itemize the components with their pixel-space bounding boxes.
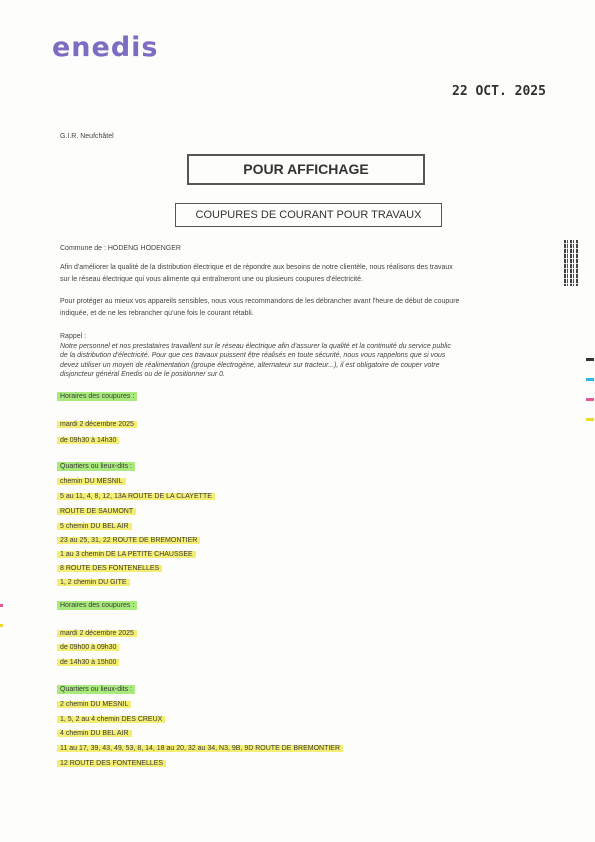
- place-item: 1, 2 chemin DU GITE: [57, 579, 130, 586]
- rappel-line: Notre personnel et nos prestataires travaillent sur le réseau électrique afin d'assurer la qualité et la continuité du service public: [60, 342, 451, 350]
- rappel-line: de la distribution d'électricité. Pour que ces travaux puissent être réalisés en toute sécurité, nous vous rappelons que si vous: [60, 352, 446, 359]
- sender-label: G.I.R. Neufchâtel: [60, 133, 114, 140]
- place-item: chemin DU MESNIL: [57, 478, 126, 485]
- rappel-line: disjoncteur général Enedis ou de le positionner sur 0.: [60, 371, 225, 378]
- advice-line: indiquée, et de ne les rebrancher qu'une fois le courant rétabli.: [60, 310, 254, 317]
- cut-time: de 09h30 à 14h30: [57, 437, 119, 444]
- rappel-paragraph: [60, 332, 520, 380]
- place-item: 1, 5, 2 au 4 chemin DES CREUX: [57, 716, 165, 723]
- place-item: 11 au 17, 39, 43, 49, 53, 8, 14, 18 au 20, 32 au 34, N3, 9B, 9D ROUTE DE BREMONTIER: [57, 745, 343, 752]
- quartiers-label: Quartiers ou lieux-dits :: [57, 686, 135, 693]
- place-item: ROUTE DE SAUMONT: [57, 508, 136, 515]
- horaires-label: Horaires des coupures :: [57, 393, 137, 400]
- registration-mark-yellow: [586, 418, 594, 421]
- rappel-title: Rappel :: [60, 333, 87, 340]
- intro-line: sur le réseau électrique qui vous alimente qui entraîneront une ou plusieurs coupures d'électricité.: [60, 276, 363, 283]
- enedis-logo: enedis: [52, 32, 159, 63]
- place-item: 23 au 25, 31, 22 ROUTE DE BREMONTIER: [57, 537, 200, 544]
- registration-mark-magenta: [586, 398, 594, 401]
- page-title: POUR AFFICHAGE: [187, 154, 425, 185]
- advice-paragraph: [60, 296, 540, 320]
- registration-mark-black: [586, 358, 594, 361]
- place-item: 2 chemin DU MESNIL: [57, 701, 131, 708]
- horaires-label: Horaires des coupures :: [57, 602, 137, 609]
- cut-time: de 14h30 à 15h00: [57, 659, 119, 666]
- cut-date: mardi 2 décembre 2025: [57, 421, 137, 428]
- advice-line: Pour protéger au mieux vos appareils sensibles, nous vous recommandons de les débrancher avant l'heure de début de coupure: [60, 298, 460, 305]
- intro-line: Afin d'améliorer la qualité de la distribution électrique et de répondre aux besoins de notre clientèle, nous réalisons des travaux: [60, 264, 453, 271]
- commune-label: Commune de : HODENG HODENGER: [60, 245, 181, 252]
- quartiers-label: Quartiers ou lieux-dits :: [57, 463, 135, 470]
- rappel-line: devez utiliser un moyen de réalimentation (groupe électrogène, alternateur sur tracteur...), il est obligatoire de couper votre: [60, 361, 440, 369]
- cut-time: de 09h00 à 09h30: [57, 644, 119, 651]
- registration-mark-cyan: [586, 378, 594, 381]
- cut-date: mardi 2 décembre 2025: [57, 630, 137, 637]
- date-stamp: 22 OCT. 2025: [452, 84, 546, 99]
- intro-paragraph: [60, 262, 540, 286]
- place-item: 8 ROUTE DES FONTENELLES: [57, 565, 162, 572]
- edge-mark-magenta: [0, 604, 3, 607]
- page-subtitle: COUPURES DE COURANT POUR TRAVAUX: [175, 203, 442, 227]
- place-item: 1 au 3 chemin DE LA PETITE CHAUSSEE: [57, 551, 196, 558]
- place-item: 12 ROUTE DES FONTENELLES: [57, 760, 166, 767]
- edge-mark-yellow: [0, 624, 3, 627]
- place-item: 4 chemin DU BEL AIR: [57, 730, 132, 737]
- place-item: 5 chemin DU BEL AIR: [57, 523, 132, 530]
- place-item: 5 au 11, 4, 8, 12, 13A ROUTE DE LA CLAYETTE: [57, 493, 215, 500]
- datamatrix-code-overlay: [564, 240, 579, 286]
